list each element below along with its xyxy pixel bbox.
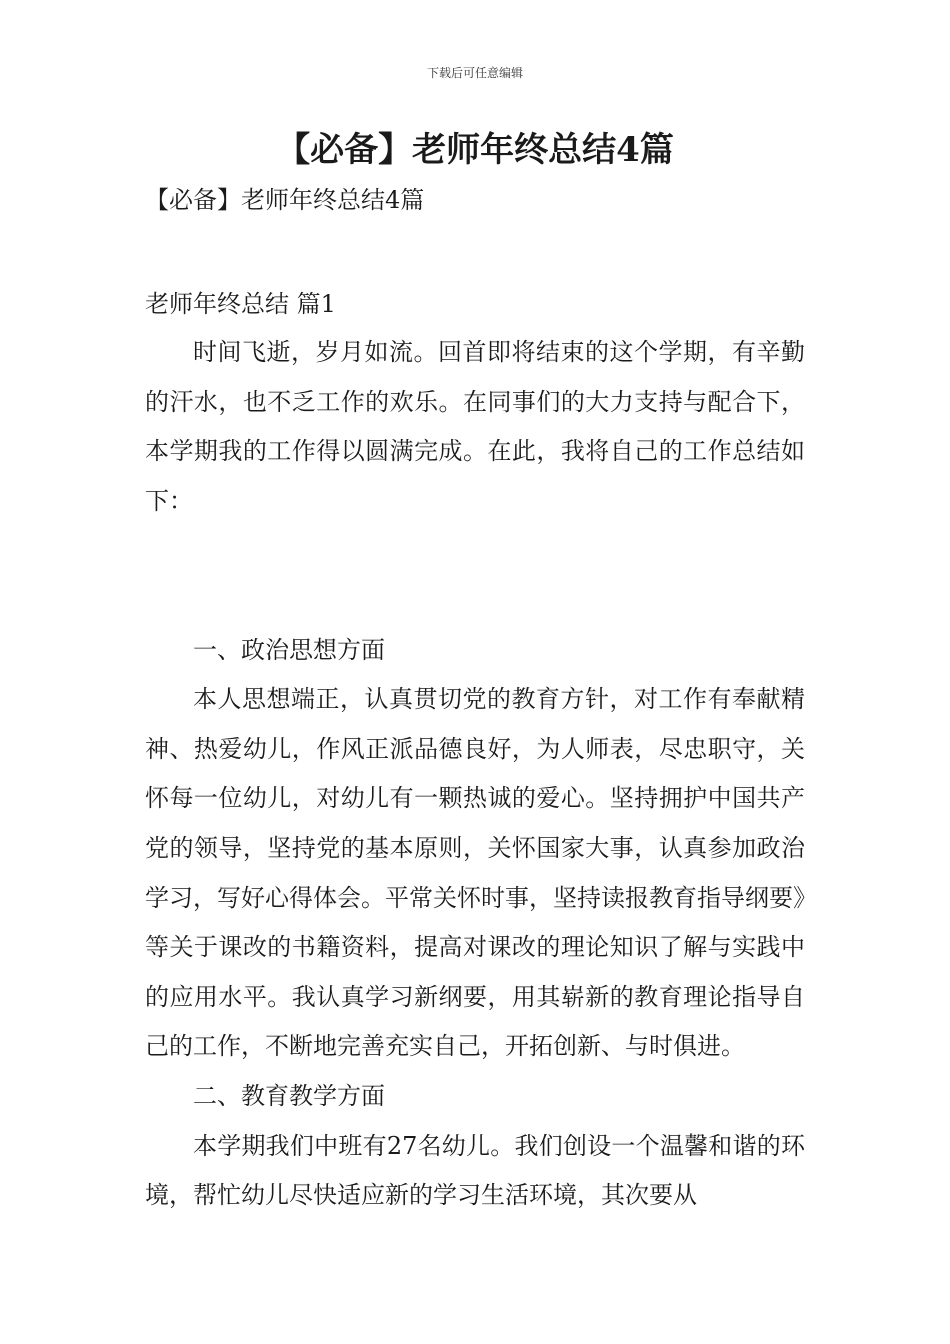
paragraph-politics: 本人思想端正，认真贯切党的教育方针，对工作有奉献精神、热爱幼儿，作风正派品德良好，为人师表，尽忠职守，关怀每一位幼儿，对幼儿有一颗热诚的爱心。坚持拥护中国共产党的领导，坚持党的基本原则，关怀国家大事，认真参加政治学习，写好心得体会。平常关怀时事，坚持读报教育指导纲要》等关于课改的书籍资料，提高对课改的理论知识了解与实践中的应用水平。我认真学习新纲要，用其崭新的教育理论指导自己的工作，不断地完善充实自己，开拓创新、与时俱进。 <box>145 685 805 1061</box>
heading-politics: 一、政治思想方面 <box>193 635 385 664</box>
paragraph-spacer <box>145 526 805 576</box>
paragraph-teaching: 本学期我们中班有27名幼儿。我们创设一个温馨和谐的环境，帮忙幼儿尽快适应新的学习生活环境，其次要从 <box>145 1131 805 1210</box>
document-subtitle: 【必备】老师年终总结4篇 <box>145 186 425 214</box>
document-body <box>145 328 805 1221</box>
heading-teaching: 二、教育教学方面 <box>193 1081 385 1110</box>
paragraph-intro: 时间飞逝，岁月如流。回首即将结束的这个学期，有辛勤的汗水，也不乏工作的欢乐。在同事们的大力支持与配合下，本学期我的工作得以圆满完成。在此，我将自己的工作总结如下： <box>145 338 805 515</box>
header-note: 下载后可任意编辑 <box>426 66 523 80</box>
document-title: 【必备】老师年终总结4篇 <box>276 130 674 170</box>
paragraph-spacer <box>145 576 805 626</box>
section-label: 老师年终总结 篇1 <box>145 290 336 318</box>
